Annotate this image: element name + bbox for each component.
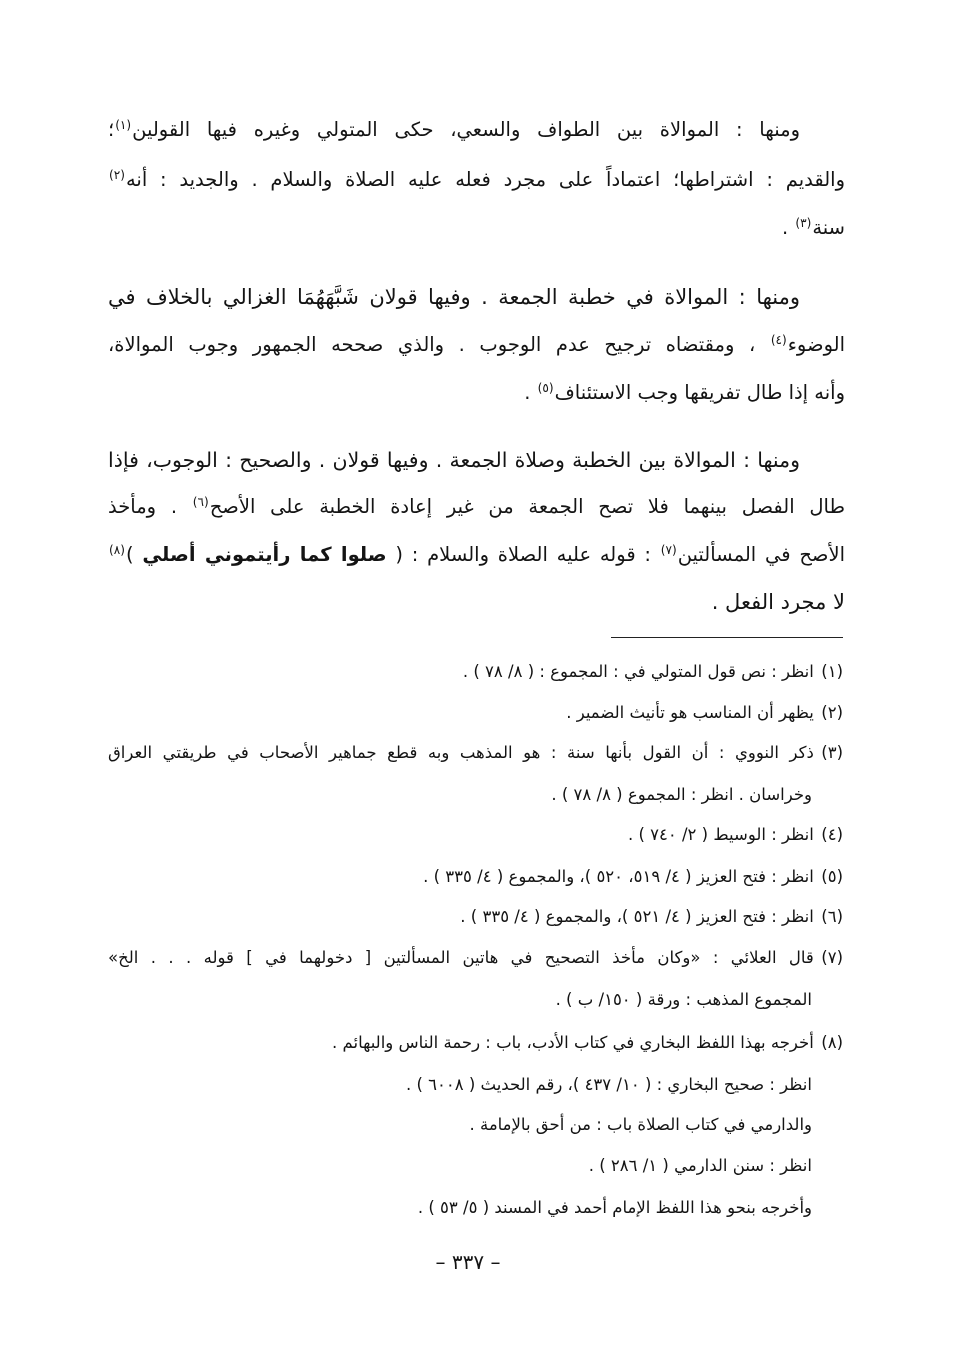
footnote-text: يظهر أن المناسب هو تأنيث الضمير .: [566, 703, 814, 722]
body-text: الوضوء: [787, 333, 845, 356]
body-line: [108, 371, 845, 415]
footnote-text: انظر : فتح العزيز ( ٤/ ٥٢١ )، والمجموع ( ٤/ ٣٣٥ ) .: [460, 907, 814, 926]
footnote-separator: [611, 637, 843, 638]
body-line: [108, 323, 845, 367]
footnote: [108, 654, 843, 690]
body-line: [108, 485, 845, 529]
footnote-continuation: [108, 1107, 812, 1143]
footnote-text: انظر : فتح العزيز ( ٤/ ٥١٩، ٥٢٠ )، والمجموع ( ٤/ ٣٣٥ ) .: [423, 867, 814, 886]
footnote-continuation: [108, 982, 812, 1018]
footnote: [108, 735, 843, 771]
body-text: ، ومقتضاه ترجيح عدم الوجوب . والذي صححه الجمهور وجوب الموالاة،: [108, 333, 770, 356]
body-line: [108, 533, 845, 577]
footnote-ref: (٧): [660, 543, 677, 558]
footnote-text: المجموع المذهب : ورقة ( ١٥٠/ ب ) .: [555, 990, 812, 1009]
footnote-text: انظر : نص قول المتولي في : المجموع : ( ٨/ ٧٨ ) .: [462, 662, 814, 681]
footnote-ref: (٤): [770, 333, 787, 348]
footnote-ref: (٥): [537, 381, 554, 396]
footnote-number: (٦): [821, 907, 843, 926]
footnote-text: والدارمي في كتاب الصلاة باب : من أحق بالإمامة .: [469, 1115, 812, 1134]
footnote: [108, 695, 843, 731]
body-line: [108, 438, 800, 482]
body-text: الأصح في المسألتين: [677, 543, 845, 566]
footnote-text: انظر : صحيح البخاري : ( ١٠/ ٤٣٧ )، رقم الحديث ( ٦٠٠٨ ) .: [405, 1075, 812, 1094]
body-text: ومنها : الموالاة بين الخطبة وصلاة الجمعة . وفيها قولان . والصحيح : الوجوب، فإذا: [108, 448, 800, 472]
body-text: والقديم : اشتراطها؛ اعتماداً على مجرد فعله عليه الصلاة والسلام . والجديد : أنه: [125, 168, 845, 191]
body-line: [108, 206, 845, 250]
body-text: ؛: [108, 118, 115, 141]
footnote-continuation: [108, 1148, 812, 1184]
body-text: ومنها : الموالاة بين الطواف والسعي، حكى المتولي وغيره فيها القولين: [132, 118, 800, 141]
footnote-ref: (٢): [109, 168, 125, 183]
footnote-number: (٣): [821, 743, 843, 762]
footnote-ref: (٨): [109, 543, 125, 558]
footnote: [108, 940, 843, 976]
footnote-number: (٢): [821, 703, 843, 722]
footnote: [108, 859, 843, 895]
body-text: طال الفصل بينهما فلا تصح الجمعة من غير إعادة الخطبة على الأصح: [209, 495, 845, 518]
footnote-text: قال العلائي : «وكان مأخذ التصحيح في هاتين المسألتين [ دخولهما في ] قوله . . . الخ»: [108, 948, 814, 967]
footnote-number: (١): [821, 662, 843, 681]
footnote-number: (٧): [821, 948, 843, 967]
footnote-number: (٤): [821, 825, 843, 844]
body-text: سنة: [812, 216, 845, 239]
footnote-number: (٨): [821, 1033, 843, 1052]
body-line: [108, 108, 800, 152]
footnote-text: ذكر النووي : أن القول بأنها سنة : هو المذهب وبه قطع جماهير الأصحاب في طريقتي العراق: [108, 743, 814, 762]
footnote-number: (٥): [821, 867, 843, 886]
body-text: لا مجرد الفعل .: [711, 590, 845, 614]
footnote-continuation: [108, 1067, 812, 1103]
body-line: [108, 580, 845, 624]
footnote: [108, 1025, 843, 1061]
body-text: ومنها : الموالاة في خطبة الجمعة . وفيها قولان شَبَّهَهُمَا الغزالي بالخلاف في: [108, 285, 800, 309]
body-text: .: [524, 381, 537, 404]
footnote-text: وخراسان . انظر : المجموع ( ٨/ ٧٨ ) .: [551, 785, 812, 804]
footnote-continuation: [108, 777, 812, 813]
footnote-text: وأخرجه بنحو هذا اللفظ الإمام أحمد في المسند ( ٥/ ٥٣ ) .: [417, 1198, 812, 1217]
footnote-ref: (١): [115, 118, 132, 133]
footnote-ref: (٦): [192, 495, 209, 510]
footnote: [108, 817, 843, 853]
body-text: .: [781, 216, 795, 239]
body-line: [108, 158, 845, 202]
body-text: . ومأخذ: [108, 495, 192, 518]
footnote-text: انظر : سنن الدارمي ( ١/ ٢٨٦ ) .: [588, 1156, 812, 1175]
body-text: ): [125, 543, 143, 566]
footnote-continuation: [108, 1190, 812, 1226]
footnote-text: أخرجه بهذا اللفظ البخاري في كتاب الأدب، باب : رحمة الناس والبهائم .: [332, 1033, 814, 1052]
body-text: : قوله عليه الصلاة والسلام : (: [386, 543, 660, 566]
footnote-ref: (٣): [795, 216, 812, 231]
footnote-text: انظر : الوسيط ( ٢/ ٧٤٠ ) .: [627, 825, 814, 844]
hadith-quote: صلوا كما رأيتموني أصلي: [142, 543, 387, 566]
footnote: [108, 899, 843, 935]
body-text: وأنه إذا طال تفريقها وجب الاستئناف: [554, 381, 845, 404]
body-line: [108, 275, 800, 319]
page-number: – ٣٣٧ –: [435, 1250, 501, 1274]
